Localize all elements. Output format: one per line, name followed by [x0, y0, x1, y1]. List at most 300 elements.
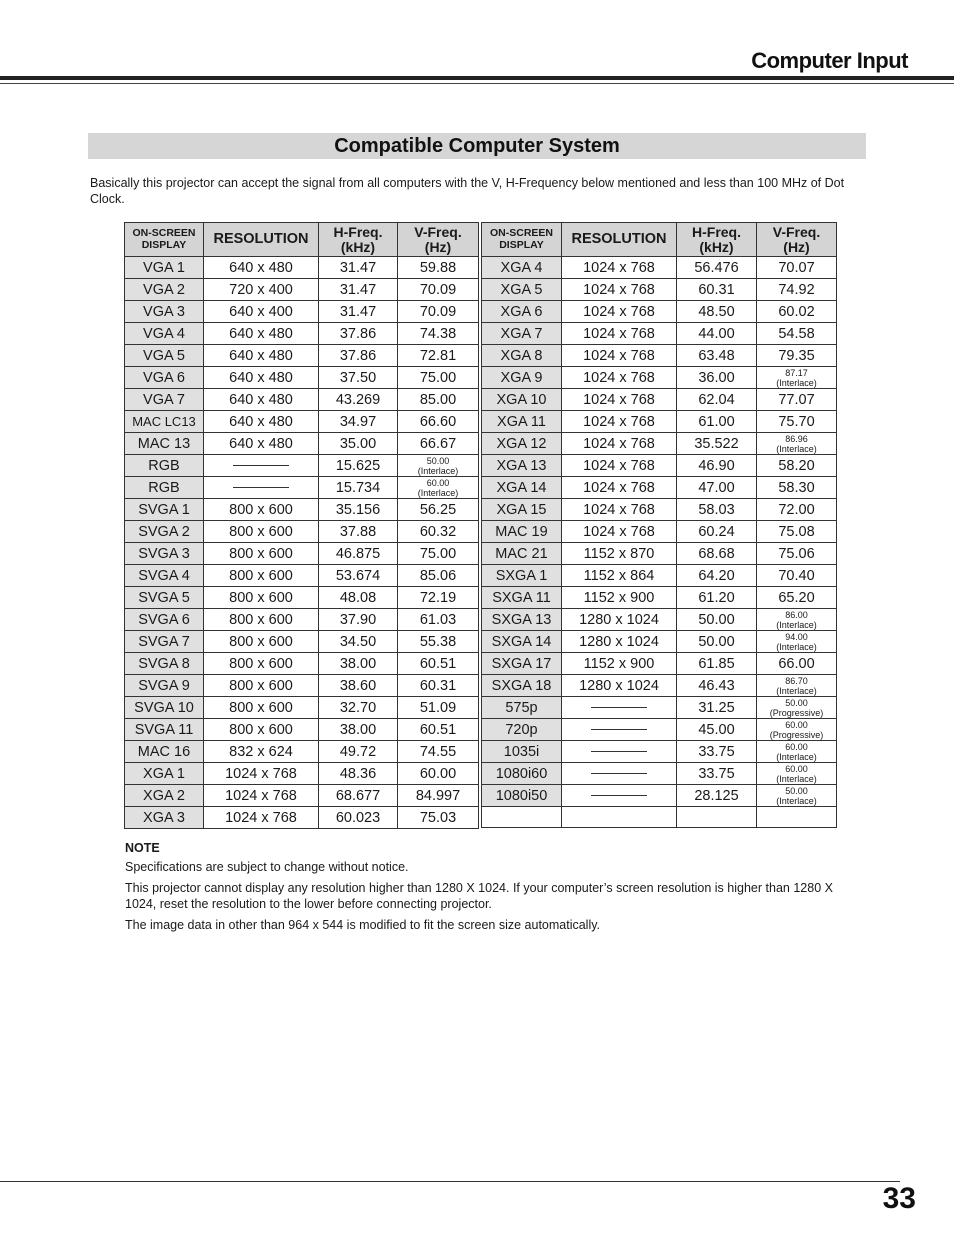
dash-line: [591, 795, 647, 796]
vfreq-value: 50.00: [785, 697, 808, 708]
hfreq-cell: 46.43: [677, 675, 757, 697]
hfreq-cell: 63.48: [677, 345, 757, 367]
resolution-cell: 1152 x 900: [562, 653, 677, 675]
header-rule-thick: [0, 76, 954, 80]
vfreq-cell: [757, 433, 837, 455]
resolution-cell: 1152 x 864: [562, 565, 677, 587]
dash-line: [233, 465, 289, 466]
table-row: [482, 257, 837, 279]
display-cell: SVGA 7: [125, 631, 204, 653]
vfreq-value: 50.00: [426, 455, 450, 466]
hfreq-cell: 64.20: [677, 565, 757, 587]
table-row: [125, 785, 479, 807]
resolution-cell: 640 x 480: [204, 433, 319, 455]
table-row: [482, 499, 837, 521]
resolution-cell: 1024 x 768: [562, 411, 677, 433]
vfreq-cell: 60.00: [398, 763, 479, 785]
resolution-cell: 1024 x 768: [562, 499, 677, 521]
compat-table-left: [124, 222, 479, 829]
resolution-cell: 640 x 480: [204, 389, 319, 411]
resolution-cell: [562, 719, 677, 741]
table-row: [125, 477, 479, 499]
hfreq-cell: 58.03: [677, 499, 757, 521]
vfreq-cell: 75.70: [757, 411, 837, 433]
table-row: [125, 433, 479, 455]
vfreq-cell: [757, 609, 837, 631]
header-vfreq: V-Freq. (Hz): [398, 223, 479, 257]
table-row: [125, 279, 479, 301]
resolution-cell: 1024 x 768: [562, 367, 677, 389]
table-header-row: [125, 223, 479, 257]
display-cell: MAC LC13: [125, 411, 204, 433]
footer-rule: [0, 1181, 900, 1182]
display-cell: XGA 10: [482, 389, 562, 411]
resolution-cell: [204, 477, 319, 499]
resolution-cell: 800 x 600: [204, 587, 319, 609]
table-header-row: [482, 223, 837, 257]
vfreq-value: 86.70: [785, 675, 808, 686]
vfreq-note: (Interlace): [417, 465, 459, 476]
vfreq-cell: 60.32: [398, 521, 479, 543]
hfreq-cell: 61.20: [677, 587, 757, 609]
header-hfreq: H-Freq. (kHz): [319, 223, 398, 257]
vfreq-cell: 65.20: [757, 587, 837, 609]
vfreq-note: (Interlace): [776, 377, 817, 388]
table-row: [125, 543, 479, 565]
vfreq-cell: [757, 785, 837, 807]
table-row: [125, 763, 479, 785]
vfreq-cell: [757, 763, 837, 785]
note-paragraph: This projector cannot display any resolution higher than 1280 X 1024. If your computer’s screen resolution is higher than 1280 X 1024, reset the resolution to the lower before connecting projector.: [125, 881, 833, 911]
hfreq-cell: 35.156: [319, 499, 398, 521]
hfreq-cell: 56.476: [677, 257, 757, 279]
resolution-cell: 640 x 480: [204, 257, 319, 279]
display-cell: XGA 15: [482, 499, 562, 521]
empty-cell: [757, 807, 837, 828]
vfreq-note: (Interlace): [776, 443, 817, 454]
hfreq-cell: 50.00: [677, 609, 757, 631]
resolution-cell: [562, 741, 677, 763]
vfreq-cell: 70.07: [757, 257, 837, 279]
vfreq-cell: 77.07: [757, 389, 837, 411]
table-row: [125, 631, 479, 653]
vfreq-cell: 66.00: [757, 653, 837, 675]
table-row: [482, 301, 837, 323]
hfreq-cell: 31.25: [677, 697, 757, 719]
display-cell: XGA 2: [125, 785, 204, 807]
display-cell: MAC 13: [125, 433, 204, 455]
vfreq-cell: 66.60: [398, 411, 479, 433]
table-row: [125, 367, 479, 389]
table-row: [125, 499, 479, 521]
page-title: Compatible Computer System: [334, 135, 620, 157]
note-heading: NOTE: [125, 841, 160, 855]
display-cell: 1080i60: [482, 763, 562, 785]
hfreq-cell: 37.86: [319, 323, 398, 345]
table-row: [125, 455, 479, 477]
hfreq-cell: 15.734: [319, 477, 398, 499]
resolution-cell: 1152 x 900: [562, 587, 677, 609]
vfreq-value: 50.00: [785, 785, 808, 796]
empty-cell: [482, 807, 562, 828]
vfreq-cell: 74.38: [398, 323, 479, 345]
header-hfreq: H-Freq. (kHz): [677, 223, 757, 257]
vfreq-cell: 66.67: [398, 433, 479, 455]
display-cell: 1035i: [482, 741, 562, 763]
display-cell: XGA 11: [482, 411, 562, 433]
display-cell: RGB: [125, 477, 204, 499]
resolution-cell: 800 x 600: [204, 675, 319, 697]
section-title: Computer Input: [751, 48, 908, 73]
table-row: [482, 785, 837, 807]
hfreq-cell: 45.00: [677, 719, 757, 741]
dash-line: [233, 487, 289, 488]
vfreq-note: (Interlace): [776, 751, 817, 762]
vfreq-cell: [757, 675, 837, 697]
vfreq-cell: 75.08: [757, 521, 837, 543]
vfreq-cell: 70.40: [757, 565, 837, 587]
vfreq-cell: 60.51: [398, 653, 479, 675]
display-cell: VGA 5: [125, 345, 204, 367]
resolution-cell: 1024 x 768: [562, 521, 677, 543]
table-row: [125, 587, 479, 609]
vfreq-cell: [398, 455, 479, 477]
header-rule-thin: [0, 83, 954, 84]
display-cell: SVGA 11: [125, 719, 204, 741]
vfreq-note: (Interlace): [776, 685, 817, 696]
header-resolution: RESOLUTION: [562, 223, 677, 257]
vfreq-cell: 60.02: [757, 301, 837, 323]
hfreq-cell: 60.31: [677, 279, 757, 301]
vfreq-cell: 85.00: [398, 389, 479, 411]
table-row: [482, 323, 837, 345]
display-cell: MAC 21: [482, 543, 562, 565]
vfreq-cell: 58.30: [757, 477, 837, 499]
hfreq-cell: 35.522: [677, 433, 757, 455]
table-row: [482, 741, 837, 763]
resolution-cell: 1024 x 768: [562, 477, 677, 499]
table-row: [482, 653, 837, 675]
resolution-cell: 1280 x 1024: [562, 675, 677, 697]
table-row: [125, 565, 479, 587]
display-cell: SVGA 5: [125, 587, 204, 609]
resolution-cell: 800 x 600: [204, 543, 319, 565]
vfreq-value: 60.00: [785, 763, 808, 774]
hfreq-cell: 33.75: [677, 763, 757, 785]
hfreq-cell: 38.00: [319, 719, 398, 741]
vfreq-note: (Interlace): [776, 641, 817, 652]
hfreq-cell: 60.24: [677, 521, 757, 543]
display-cell: SXGA 1: [482, 565, 562, 587]
vfreq-cell: [757, 741, 837, 763]
resolution-cell: [562, 785, 677, 807]
resolution-cell: 1152 x 870: [562, 543, 677, 565]
vfreq-cell: 72.81: [398, 345, 479, 367]
resolution-cell: 800 x 600: [204, 653, 319, 675]
resolution-cell: 1024 x 768: [562, 455, 677, 477]
hfreq-cell: 53.674: [319, 565, 398, 587]
table-row: [125, 741, 479, 763]
resolution-cell: 1280 x 1024: [562, 609, 677, 631]
vfreq-value: 87.17: [785, 367, 808, 378]
display-cell: VGA 6: [125, 367, 204, 389]
hfreq-cell: 28.125: [677, 785, 757, 807]
dash-line: [591, 773, 647, 774]
vfreq-note: (Interlace): [776, 773, 817, 784]
hfreq-cell: 37.50: [319, 367, 398, 389]
vfreq-value: 86.00: [785, 609, 808, 620]
display-cell: SVGA 2: [125, 521, 204, 543]
display-cell: VGA 3: [125, 301, 204, 323]
display-cell: XGA 12: [482, 433, 562, 455]
table-row: [482, 543, 837, 565]
table-row: [482, 279, 837, 301]
table-row: [125, 675, 479, 697]
display-cell: SXGA 11: [482, 587, 562, 609]
vfreq-note: (Interlace): [776, 619, 817, 630]
vfreq-cell: [398, 477, 479, 499]
hfreq-cell: 60.023: [319, 807, 398, 829]
hfreq-cell: 46.875: [319, 543, 398, 565]
hfreq-cell: 47.00: [677, 477, 757, 499]
vfreq-cell: 79.35: [757, 345, 837, 367]
display-cell: XGA 3: [125, 807, 204, 829]
table-row: [482, 697, 837, 719]
vfreq-cell: [757, 719, 837, 741]
vfreq-note: (Progressive): [769, 707, 824, 718]
hfreq-cell: 37.88: [319, 521, 398, 543]
vfreq-value: 60.00: [785, 741, 808, 752]
hfreq-cell: 68.677: [319, 785, 398, 807]
resolution-cell: 640 x 480: [204, 345, 319, 367]
display-cell: VGA 1: [125, 257, 204, 279]
hfreq-cell: 48.50: [677, 301, 757, 323]
hfreq-cell: 61.00: [677, 411, 757, 433]
vfreq-note: (Interlace): [776, 795, 817, 806]
header-display: ON-SCREEN DISPLAY: [125, 223, 204, 257]
display-cell: SVGA 3: [125, 543, 204, 565]
dash-line: [591, 707, 647, 708]
note-block: [125, 840, 833, 938]
vfreq-value: 60.00: [426, 477, 450, 488]
dash-line: [591, 729, 647, 730]
resolution-cell: 1024 x 768: [204, 807, 319, 829]
hfreq-cell: 48.08: [319, 587, 398, 609]
vfreq-cell: [757, 631, 837, 653]
table-row: [482, 609, 837, 631]
table-row: [482, 565, 837, 587]
display-cell: XGA 14: [482, 477, 562, 499]
resolution-cell: 720 x 400: [204, 279, 319, 301]
hfreq-cell: 15.625: [319, 455, 398, 477]
display-cell: XGA 7: [482, 323, 562, 345]
table-row: [482, 719, 837, 741]
table-row: [125, 257, 479, 279]
display-cell: 1080i50: [482, 785, 562, 807]
table-row: [125, 345, 479, 367]
vfreq-cell: [757, 697, 837, 719]
table-row: [482, 631, 837, 653]
hfreq-cell: 46.90: [677, 455, 757, 477]
vfreq-cell: 75.06: [757, 543, 837, 565]
note-paragraph: Specifications are subject to change without notice.: [125, 860, 409, 874]
table-row: [125, 609, 479, 631]
display-cell: VGA 4: [125, 323, 204, 345]
hfreq-cell: 35.00: [319, 433, 398, 455]
table-row: [125, 697, 479, 719]
resolution-cell: 800 x 600: [204, 521, 319, 543]
table-row: [482, 521, 837, 543]
intro-text: Basically this projector can accept the signal from all computers with the V, H-Frequency below mentioned and less than 100 MHz of Dot Clock.: [90, 176, 845, 206]
display-cell: XGA 8: [482, 345, 562, 367]
dash-line: [591, 751, 647, 752]
table-row: [125, 719, 479, 741]
resolution-cell: 1280 x 1024: [562, 631, 677, 653]
display-cell: XGA 4: [482, 257, 562, 279]
table-row: [482, 477, 837, 499]
resolution-cell: 640 x 480: [204, 323, 319, 345]
header-vfreq: V-Freq. (Hz): [757, 223, 837, 257]
display-cell: SVGA 8: [125, 653, 204, 675]
resolution-cell: 800 x 600: [204, 499, 319, 521]
hfreq-cell: 38.00: [319, 653, 398, 675]
display-cell: MAC 19: [482, 521, 562, 543]
vfreq-cell: 70.09: [398, 279, 479, 301]
hfreq-cell: 61.85: [677, 653, 757, 675]
hfreq-cell: 33.75: [677, 741, 757, 763]
vfreq-value: 60.00: [785, 719, 808, 730]
table-body-left: [125, 257, 479, 829]
hfreq-cell: 37.86: [319, 345, 398, 367]
resolution-cell: 640 x 400: [204, 301, 319, 323]
vfreq-cell: 72.00: [757, 499, 837, 521]
table-body-right: [482, 257, 837, 828]
vfreq-cell: 75.03: [398, 807, 479, 829]
vfreq-cell: [757, 367, 837, 389]
display-cell: XGA 5: [482, 279, 562, 301]
vfreq-cell: 59.88: [398, 257, 479, 279]
vfreq-cell: 84.997: [398, 785, 479, 807]
resolution-cell: 800 x 600: [204, 719, 319, 741]
page-number: 33: [882, 1182, 916, 1215]
vfreq-cell: 75.00: [398, 543, 479, 565]
table-row: [482, 345, 837, 367]
vfreq-note: (Interlace): [417, 487, 459, 498]
display-cell: SXGA 18: [482, 675, 562, 697]
hfreq-cell: 32.70: [319, 697, 398, 719]
table-row: [482, 367, 837, 389]
compat-table-right: [481, 222, 837, 828]
resolution-cell: 832 x 624: [204, 741, 319, 763]
table-row: [125, 807, 479, 829]
table-row: [482, 455, 837, 477]
display-cell: SVGA 6: [125, 609, 204, 631]
table-row: [125, 301, 479, 323]
resolution-cell: 800 x 600: [204, 631, 319, 653]
table-row: [482, 411, 837, 433]
vfreq-cell: 72.19: [398, 587, 479, 609]
hfreq-cell: 34.97: [319, 411, 398, 433]
resolution-cell: 1024 x 768: [204, 785, 319, 807]
table-row: [125, 411, 479, 433]
vfreq-cell: 58.20: [757, 455, 837, 477]
table-row: [482, 763, 837, 785]
vfreq-cell: 74.55: [398, 741, 479, 763]
display-cell: SVGA 10: [125, 697, 204, 719]
hfreq-cell: 44.00: [677, 323, 757, 345]
vfreq-cell: 55.38: [398, 631, 479, 653]
vfreq-value: 86.96: [785, 433, 808, 444]
resolution-cell: 1024 x 768: [204, 763, 319, 785]
table-row: [482, 587, 837, 609]
header-resolution: RESOLUTION: [204, 223, 319, 257]
display-cell: SVGA 1: [125, 499, 204, 521]
vfreq-cell: 60.31: [398, 675, 479, 697]
display-cell: XGA 9: [482, 367, 562, 389]
display-cell: SXGA 14: [482, 631, 562, 653]
resolution-cell: [562, 763, 677, 785]
resolution-cell: 1024 x 768: [562, 323, 677, 345]
title-banner: [88, 133, 866, 159]
hfreq-cell: 68.68: [677, 543, 757, 565]
resolution-cell: 800 x 600: [204, 609, 319, 631]
vfreq-value: 94.00: [785, 631, 808, 642]
vfreq-cell: 70.09: [398, 301, 479, 323]
hfreq-cell: 31.47: [319, 279, 398, 301]
table-row-empty: [482, 807, 837, 828]
table-row: [125, 653, 479, 675]
table-row: [482, 675, 837, 697]
resolution-cell: 1024 x 768: [562, 389, 677, 411]
note-paragraph: The image data in other than 964 x 544 is modified to fit the screen size automatically.: [125, 918, 601, 932]
resolution-cell: 1024 x 768: [562, 301, 677, 323]
resolution-cell: 640 x 480: [204, 411, 319, 433]
vfreq-cell: 60.51: [398, 719, 479, 741]
vfreq-cell: 85.06: [398, 565, 479, 587]
display-cell: VGA 2: [125, 279, 204, 301]
hfreq-cell: 31.47: [319, 301, 398, 323]
hfreq-cell: 31.47: [319, 257, 398, 279]
header-display: ON-SCREEN DISPLAY: [482, 223, 562, 257]
display-cell: SXGA 17: [482, 653, 562, 675]
display-cell: VGA 7: [125, 389, 204, 411]
resolution-cell: 1024 x 768: [562, 279, 677, 301]
display-cell: RGB: [125, 455, 204, 477]
display-cell: 720p: [482, 719, 562, 741]
vfreq-cell: 56.25: [398, 499, 479, 521]
vfreq-cell: 74.92: [757, 279, 837, 301]
empty-cell: [677, 807, 757, 828]
table-row: [482, 433, 837, 455]
resolution-cell: [562, 697, 677, 719]
resolution-cell: 640 x 480: [204, 367, 319, 389]
display-cell: XGA 6: [482, 301, 562, 323]
resolution-cell: 800 x 600: [204, 697, 319, 719]
display-cell: 575p: [482, 697, 562, 719]
table-row: [125, 521, 479, 543]
hfreq-cell: 62.04: [677, 389, 757, 411]
hfreq-cell: 49.72: [319, 741, 398, 763]
hfreq-cell: 50.00: [677, 631, 757, 653]
hfreq-cell: 43.269: [319, 389, 398, 411]
resolution-cell: 1024 x 768: [562, 345, 677, 367]
resolution-cell: [204, 455, 319, 477]
display-cell: SVGA 9: [125, 675, 204, 697]
display-cell: XGA 13: [482, 455, 562, 477]
hfreq-cell: 48.36: [319, 763, 398, 785]
display-cell: XGA 1: [125, 763, 204, 785]
vfreq-cell: 51.09: [398, 697, 479, 719]
